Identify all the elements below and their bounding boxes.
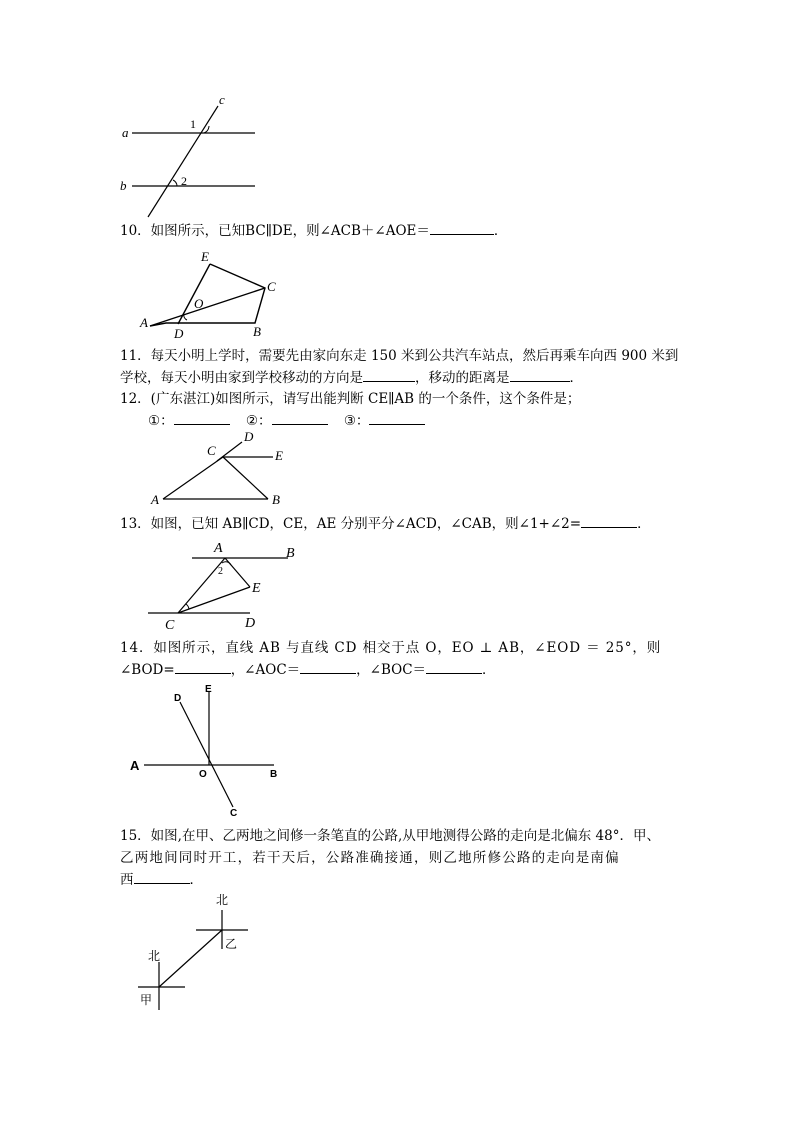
label-b: b xyxy=(120,178,127,193)
figure-q14 xyxy=(128,682,288,822)
label-B: B xyxy=(270,769,278,780)
answer-blank-11-distance[interactable] xyxy=(510,367,570,382)
question-14-line-2: ∠BOD= ，∠AOC＝ ，∠BOC＝ ． xyxy=(120,659,496,681)
label-D: D xyxy=(244,429,254,444)
label-D: D xyxy=(174,326,184,341)
question-14-line-1: 14．如图所示，直线 AB 与直线 CD 相交于点 O，EO ⊥ AB，∠EOD ＝ 25°，则 xyxy=(120,640,662,656)
answer-blank-15[interactable] xyxy=(134,869,190,884)
label-angle-1: 1 xyxy=(190,117,196,131)
label-O: O xyxy=(194,296,204,311)
question-15-line-3: 西 ． xyxy=(120,869,203,891)
label-C: C xyxy=(165,618,175,633)
answer-blank-12-2[interactable] xyxy=(272,410,328,425)
label-A: A xyxy=(214,541,223,556)
label-D: D xyxy=(174,693,182,704)
figure-q12 xyxy=(145,428,295,513)
figure-q10 xyxy=(140,244,290,344)
label-jia: 甲 xyxy=(140,993,153,1007)
label-angle-2: 2 xyxy=(181,174,187,188)
answer-blank-14-aoc[interactable] xyxy=(300,659,356,674)
question-11-line-1: 11．每天小明上学时，需要先由家向东走 150 米到公共汽车站点，然后再乘车向西 900 米到 xyxy=(120,348,679,364)
answer-blank-13[interactable] xyxy=(581,513,637,528)
label-B: B xyxy=(286,546,295,561)
answer-blank-14-bod[interactable] xyxy=(175,659,231,674)
angle-2-arc xyxy=(173,180,177,186)
label-C: C xyxy=(267,279,276,294)
question-13: 13．如图，已知 AB∥CD，CE，AE 分别平分∠ACD，∠CAB，则∠1+∠2= ． xyxy=(120,513,651,535)
line-c xyxy=(148,106,218,217)
label-E: E xyxy=(252,581,261,596)
label-A: A xyxy=(130,758,140,773)
label-A: A xyxy=(140,315,148,330)
label-D: D xyxy=(245,616,256,631)
label-north-yi: 北 xyxy=(216,893,229,907)
answer-blank-11-direction[interactable] xyxy=(363,367,415,382)
answer-blank-10[interactable] xyxy=(430,220,494,235)
question-10: 10．如图所示，已知BC∥DE，则∠ACB＋∠AOE＝ ． xyxy=(120,220,507,242)
label-B: B xyxy=(253,324,261,339)
figure-parallel-lines-transversal xyxy=(110,92,270,222)
label-O: O xyxy=(199,769,207,780)
question-12-line-1: 12．(广东湛江)如图所示，请写出能判断 CE∥AB 的一个条件，这个条件是； xyxy=(120,391,581,407)
label-A: A xyxy=(151,492,159,507)
label-a: a xyxy=(122,125,129,140)
label-E: E xyxy=(275,448,283,463)
label-E: E xyxy=(205,684,212,695)
question-12-conditions: ①： ②： ③： xyxy=(148,410,425,432)
question-15-line-2: 乙两地间同时开工，若干天后，公路准确接通，则乙地所修公路的走向是南偏 xyxy=(120,850,620,866)
figure-q13 xyxy=(140,537,310,632)
label-C: C xyxy=(207,443,216,458)
figure-q15 xyxy=(130,888,260,1013)
answer-blank-14-boc[interactable] xyxy=(426,659,482,674)
answer-blank-12-3[interactable] xyxy=(369,410,425,425)
label-yi: 乙 xyxy=(225,937,238,951)
label-c: c xyxy=(219,92,225,107)
label-E: E xyxy=(201,249,209,264)
label-C: C xyxy=(230,808,238,819)
question-15-line-1: 15．如图,在甲、乙两地之间修一条笔直的公路,从甲地测得公路的走向是北偏东 48°．甲、 xyxy=(120,828,660,844)
label-B: B xyxy=(272,492,280,507)
question-11-line-2: 学校，每天小明由家到学校移动的方向是 ，移动的距离是 ． xyxy=(120,367,583,389)
label-angle-2: 2 xyxy=(218,566,223,577)
answer-blank-12-1[interactable] xyxy=(174,410,230,425)
label-north-jia: 北 xyxy=(148,949,161,963)
